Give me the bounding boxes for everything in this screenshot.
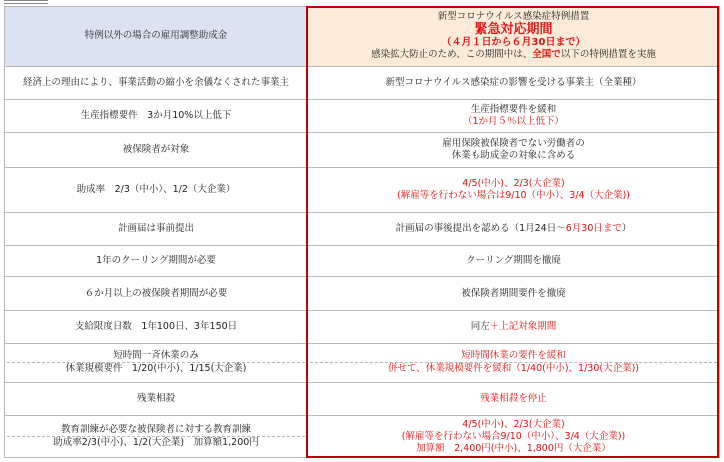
condition-line: 助成率2/3(中小)、1/2(大企業) 加算額1,200円 xyxy=(53,437,259,449)
condition-cell xyxy=(5,133,308,167)
special-measure-line: 4/5(中小)、2/3(大企業) xyxy=(462,418,565,430)
condition-line: 助成率 2/3（中小）、1/2（大企業） xyxy=(76,183,236,195)
condition-cell xyxy=(5,167,308,212)
special-measure-line: 短時間休業の要件を緩和 xyxy=(310,350,717,363)
condition-cell xyxy=(5,246,308,277)
table-row xyxy=(5,277,720,310)
condition-line: 短時間一斉休業のみ xyxy=(7,350,305,363)
table-row xyxy=(5,167,720,212)
special-measure-line: (解雇等を行わない場合9/10（中小）、3/4（大企業)) xyxy=(401,430,626,442)
condition-cell xyxy=(5,382,308,415)
header-note-em: 全国で xyxy=(532,49,561,61)
table-row xyxy=(5,133,720,167)
special-measure-cell xyxy=(308,277,720,310)
special-measure-line: 生産指標要件を緩和 xyxy=(470,104,557,116)
condition-line: 支給限度日数 1年100日、3年150日 xyxy=(74,320,238,332)
special-measure-line: 残業相殺を停止 xyxy=(480,393,547,404)
special-measure-line: (解雇等を行わない場合は9/10（中小）、3/4（大企業)) xyxy=(397,189,630,201)
table-row xyxy=(5,66,720,99)
special-measure-cell xyxy=(308,344,720,383)
table-header-row xyxy=(5,7,720,67)
table-row xyxy=(5,310,720,343)
condition-cell xyxy=(5,416,308,458)
measure-text-tail: ） xyxy=(621,222,632,234)
condition-line: 被保険者が対象 xyxy=(122,144,190,156)
header-right-title: 新型コロナウイルス感染症特例措置 xyxy=(437,11,590,23)
header-right-big: 緊急対応期間 xyxy=(474,22,553,38)
measure-highlight: ＋上記対象期間 xyxy=(489,320,557,332)
measure-highlight: 6月30日まで xyxy=(565,222,622,234)
measure-text: 同左 xyxy=(470,320,490,332)
header-right-note xyxy=(310,49,717,61)
condition-line: 1年のクーリング期間が必要 xyxy=(96,255,216,267)
special-measure-line xyxy=(310,321,717,333)
table-row xyxy=(5,99,720,132)
comparison-table xyxy=(4,6,720,458)
condition-line: 生産指標要件 3か月10%以上低下 xyxy=(80,110,232,122)
header-tab-line xyxy=(4,0,48,4)
special-measure-cell xyxy=(308,167,720,212)
table-row xyxy=(5,212,720,245)
condition-line: 残業相殺 xyxy=(136,393,175,404)
special-measure-line: 被保険者期間要件を撤廃 xyxy=(461,287,566,299)
table-row xyxy=(5,416,720,458)
header-right-cell xyxy=(308,7,720,67)
condition-line: 計画届は事前提出 xyxy=(117,222,194,234)
measure-text: 計画届の事後提出を認める（1月24日～ xyxy=(395,222,566,234)
special-measure-cell xyxy=(308,212,720,245)
special-measure-cell xyxy=(308,246,720,277)
condition-line: 経済上の理由により、事業活動の縮小を余儀なくされた事業主 xyxy=(22,76,289,88)
condition-line: 教育訓練が必要な被保険者に対する教育訓練 xyxy=(7,424,305,437)
condition-line: 休業規模要件 1/20(中小)、1/15(大企業) xyxy=(65,363,247,375)
special-measure-cell xyxy=(308,99,720,132)
special-measure-cell xyxy=(308,310,720,343)
condition-line: ６か月以上の被保険者期間が必要 xyxy=(84,287,228,299)
special-measure-line: 併せて、休業規模要件を緩和（1/40(中小)、1/30(大企業)) xyxy=(387,363,639,375)
condition-cell xyxy=(5,277,308,310)
table-row xyxy=(5,382,720,415)
special-measure-cell xyxy=(308,416,720,458)
header-note-after: 以下の特例措置を実施 xyxy=(560,49,656,61)
special-measure-line: 新型コロナウイルス感染症の影響を受ける事業主（全業種） xyxy=(385,76,642,88)
special-measure-cell xyxy=(308,382,720,415)
special-measure-line: 休業も助成金の対象に含める xyxy=(451,150,576,162)
header-right-period: （４月１日から６月30日まで） xyxy=(441,37,586,49)
table-row xyxy=(5,246,720,277)
condition-cell xyxy=(5,310,308,343)
table-row xyxy=(5,344,720,383)
condition-cell xyxy=(5,66,308,99)
condition-cell xyxy=(5,344,308,383)
condition-cell xyxy=(5,99,308,132)
special-measure-cell xyxy=(308,66,720,99)
special-measure-line: 4/5(中小)、2/3(大企業) xyxy=(462,177,565,189)
special-measure-cell xyxy=(308,133,720,167)
condition-cell xyxy=(5,212,308,245)
header-note-before: 感染拡大防止のため、この期間中は、 xyxy=(371,49,533,61)
special-measure-line: クーリング期間を撤廃 xyxy=(466,255,561,267)
special-measure-line: 雇用保険被保険者でない労働者の xyxy=(442,138,585,150)
special-measure-line xyxy=(310,223,717,235)
special-measure-line: 加算額 2,400円(中小)、1,800円（大企業） xyxy=(416,442,611,454)
special-measure-line: （1か月５％以上低下） xyxy=(462,116,565,128)
header-left-cell: 特例以外の場合の雇用調整助成金 xyxy=(5,7,308,67)
